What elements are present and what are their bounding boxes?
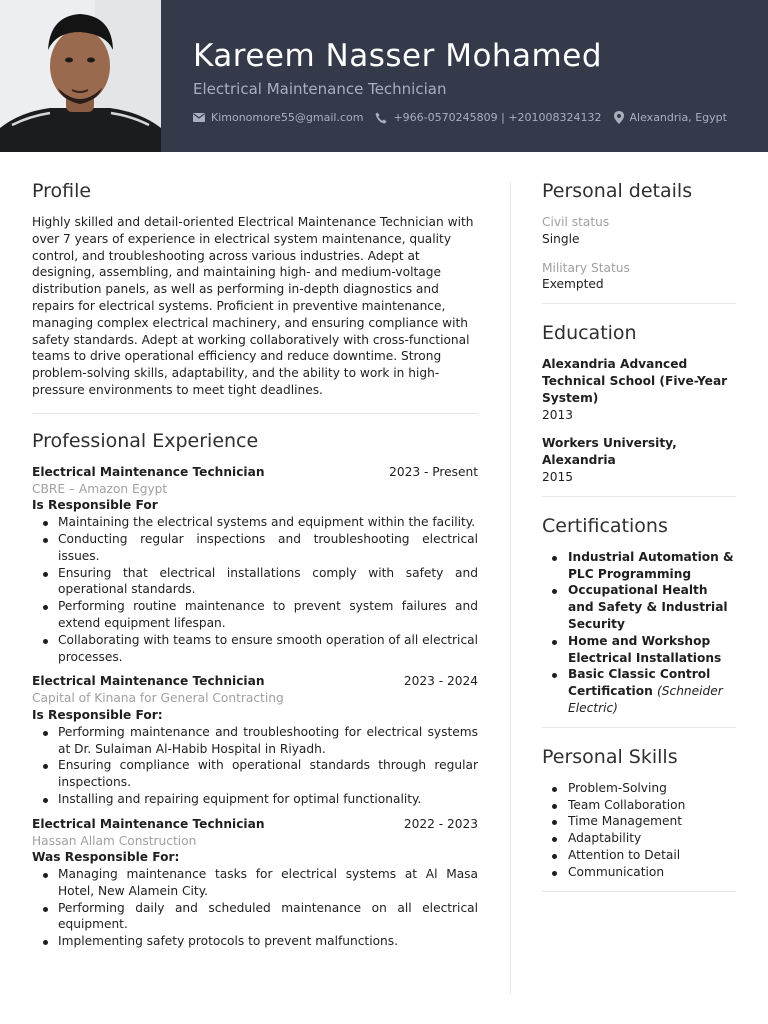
profile-section — [32, 180, 478, 399]
list-item: Maintaining the electrical systems and equipment within the facility. — [32, 514, 478, 531]
certification-name: Basic Classic Control Certification — [568, 667, 711, 699]
profile-text: Highly skilled and detail-oriented Electrical Maintenance Technician with over 7 years of experience in electrical system maintenance, quality control, and troubleshooting across various industries. Adept at designing, assembling, and maintaining high- and medium-voltage distribution panels, as well as performing in-depth diagnostics and repairs for electrical systems. Proficient in preventive maintenance, managing complex electrical machinery, and ensuring compliance with safety standards. Adept at working collaboratively with cross-functional teams to drive operational efficiency and reduce downtime. Strong problem-solving skills, adaptability, and the ability to work in high-pressure environments to meet tight deadlines. — [32, 215, 474, 397]
phone-text: +966-0570245809 | +201008324132 — [393, 111, 602, 124]
contact-bar — [193, 111, 739, 124]
sidebar-column — [542, 180, 736, 910]
list-item: Implementing safety protocols to prevent malfunctions. — [32, 933, 478, 950]
list-item: Industrial Automation & PLC Programming — [542, 549, 736, 583]
job-title: Electrical Maintenance Technician — [32, 674, 265, 689]
job-head — [32, 673, 478, 690]
list-item: Time Management — [542, 813, 736, 830]
list-item: Conducting regular inspections and troubleshooting electrical issues. — [32, 531, 478, 565]
education-section — [542, 322, 736, 486]
job-title: Electrical Maintenance Technician — [32, 816, 265, 831]
section-divider — [542, 303, 736, 304]
certifications-heading: Certifications — [542, 514, 668, 537]
job-head — [32, 464, 478, 481]
section-divider — [542, 496, 736, 497]
job-head — [32, 816, 478, 833]
list-item: Problem-Solving — [542, 780, 736, 797]
job-dates: 2022 - 2023 — [403, 816, 478, 831]
section-divider — [32, 413, 478, 414]
contact-email[interactable] — [193, 111, 363, 124]
job-company: CBRE – Amazon Egypt — [32, 481, 168, 496]
list-item: Installing and repairing equipment for optimal functionality. — [32, 791, 478, 808]
list-item: Attention to Detail — [542, 847, 736, 864]
job-responsibilities-label: Is Responsible For — [32, 498, 158, 513]
civil-status-label: Civil status — [542, 215, 610, 229]
list-item: Adaptability — [542, 830, 736, 847]
list-item: Occupational Health and Safety & Industrial Security — [542, 582, 736, 632]
skills-section — [542, 746, 736, 881]
list-item: Performing maintenance and troubleshooting for electrical systems at Dr. Sulaiman Al-Habib Hospital in Riyadh. — [32, 724, 478, 758]
list-item — [542, 666, 736, 716]
job-company: Capital of Kinana for General Contracting — [32, 691, 284, 706]
list-item: Ensuring that electrical installations comply with safety and operational standards. — [32, 565, 478, 599]
education-heading: Education — [542, 322, 637, 345]
profile-heading: Profile — [32, 180, 92, 202]
contact-location — [614, 111, 727, 124]
job-responsibilities-label: Was Responsible For: — [32, 850, 180, 865]
location-text: Alexandria, Egypt — [629, 111, 727, 124]
personal-details-heading: Personal details — [542, 180, 693, 202]
skills-heading: Personal Skills — [542, 745, 678, 768]
candidate-name: Kareem Nasser Mohamed — [193, 38, 603, 74]
list-item: Ensuring compliance with operational standards through regular inspections. — [32, 757, 478, 791]
certification-note: (Schneider Electric) — [568, 684, 723, 715]
email-text: Kimonomore55@gmail.com — [211, 111, 364, 124]
education-school: Workers University, Alexandria — [542, 436, 677, 468]
military-status-value: Exempted — [542, 277, 604, 292]
military-status-label: Military Status — [542, 260, 630, 275]
section-divider — [542, 891, 736, 892]
job-responsibilities — [32, 724, 478, 808]
job-company: Hassan Allam Construction — [32, 833, 197, 848]
skills-list — [542, 780, 736, 881]
list-item: Managing maintenance tasks for electrical systems at Al Masa Hotel, New Alamein City. — [32, 866, 478, 900]
list-item: Home and Workshop Electrical Installations — [542, 633, 736, 667]
profile-photo — [0, 0, 161, 152]
location-pin-icon — [614, 111, 624, 124]
job-responsibilities — [32, 866, 478, 950]
candidate-title: Electrical Maintenance Technician — [193, 80, 447, 98]
main-column — [32, 180, 478, 958]
job-entry — [32, 816, 478, 950]
experience-section — [32, 430, 478, 950]
list-item: Communication — [542, 864, 736, 881]
job-entry — [32, 673, 478, 807]
column-divider — [510, 182, 511, 994]
job-dates: 2023 - Present — [389, 464, 478, 479]
education-school: Alexandria Advanced Technical School (Five-Year System) — [542, 357, 728, 405]
experience-heading: Professional Experience — [32, 429, 259, 452]
certifications-section — [542, 515, 736, 717]
certifications-list — [542, 549, 736, 717]
job-dates: 2023 - 2024 — [403, 674, 478, 689]
education-year: 2015 — [542, 469, 574, 484]
list-item: Collaborating with teams to ensure smooth operation of all electrical processes. — [32, 632, 478, 666]
list-item: Team Collaboration — [542, 797, 736, 814]
resume-header — [0, 0, 768, 152]
list-item: Performing routine maintenance to prevent system failures and extend equipment lifespan. — [32, 598, 478, 632]
phone-icon — [375, 112, 387, 124]
section-divider — [542, 727, 736, 728]
personal-details-section — [542, 180, 736, 293]
list-item: Performing daily and scheduled maintenance on all electrical equipment. — [32, 900, 478, 934]
job-responsibilities-label: Is Responsible For: — [32, 707, 163, 722]
education-year: 2013 — [542, 407, 574, 422]
envelope-icon — [193, 113, 205, 122]
civil-status-value: Single — [542, 231, 580, 246]
job-title: Electrical Maintenance Technician — [32, 464, 265, 479]
job-entry — [32, 464, 478, 666]
job-responsibilities — [32, 514, 478, 665]
contact-phone[interactable] — [375, 111, 601, 124]
